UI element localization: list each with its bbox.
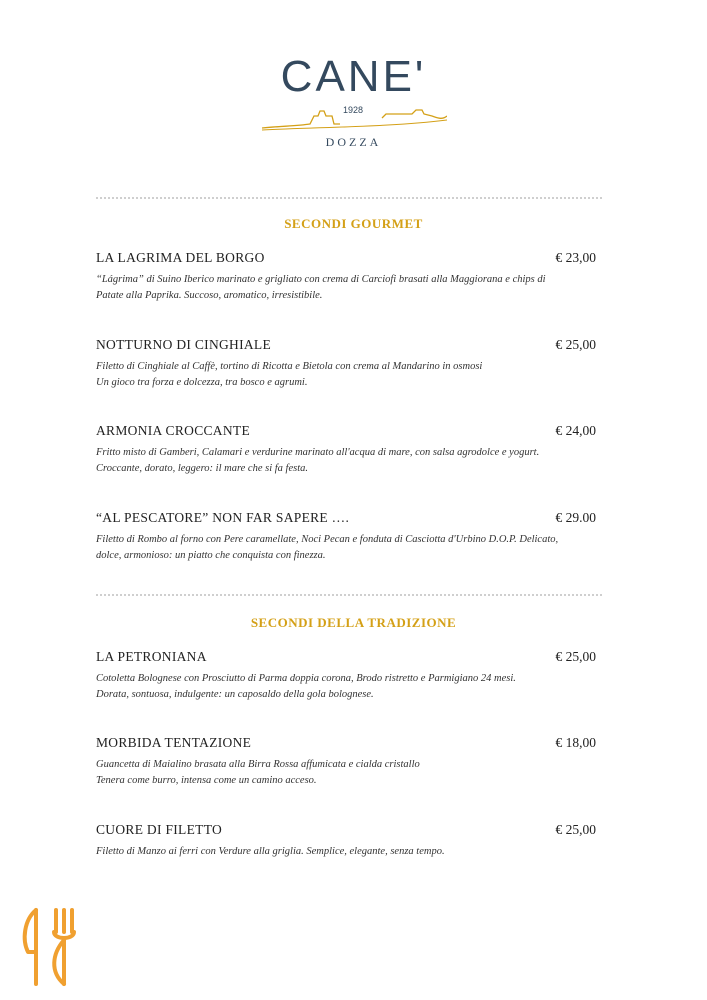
section-title-gourmet: SECONDI GOURMET [284,216,423,231]
cutlery-icon [18,906,88,988]
item-name: CUORE DI FILETTO [96,822,223,837]
item-description [96,757,602,789]
item-price: € 23,00 [555,250,596,265]
description-line: Cotoletta Bolognese con Prosciutto di Parma doppia corona, Brodo ristretto e Parmigiano 24 mesi. [96,673,516,684]
description-line: dolce, armonioso: un piatto che conquista con finezza. [96,550,326,561]
logo-wordmark: CANE' [280,52,427,101]
description-line: Croccante, dorato, leggero: il mare che si fa festa. [96,463,309,474]
divider [96,197,602,199]
item-name: “AL PESCATORE” NON FAR SAPERE …. [96,510,350,525]
description-line: “Lágrima” di Suino Iberico marinato e grigliato con crema di Carciofi brasati alla Maggiorana e chips di [96,274,546,285]
description-line: Filetto di Rombo al forno con Pere caramellate, Noci Pecan e fonduta di Casciotta d'Urbino D.O.P. Delicato, [96,534,559,545]
logo-town: DOZZA [325,135,382,149]
section-title-tradizione: SECONDI DELLA TRADIZIONE [250,615,457,630]
item-description [96,671,602,703]
item-price: € 25,00 [555,649,596,664]
item-price: € 25,00 [555,337,596,352]
description-line: Tenera come burro, intensa come un camino acceso. [96,775,317,786]
description-line: Dorata, sontuosa, indulgente: un caposaldo della gola bolognese. [96,689,374,700]
item-price: € 24,00 [555,423,596,438]
item-name: LA PETRONIANA [96,649,207,664]
item-description [96,532,602,564]
description-line: Patate alla Paprika. Succoso, aromatico, irresistibile. [96,290,323,301]
item-description [96,844,602,860]
divider [96,594,602,596]
item-name: LA LAGRIMA DEL BORGO [96,250,265,265]
item-price: € 29.00 [555,510,596,525]
description-line: Fritto misto di Gamberi, Calamari e verdurine marinato all'acqua di mare, con salsa agrodolce e yogurt. [96,447,540,458]
item-name: MORBIDA TENTAZIONE [96,735,252,750]
description-line: Filetto di Cinghiale al Caffè, tortino di Ricotta e Bietola con crema al Mandarino in osmosi [96,361,483,372]
item-price: € 18,00 [555,735,596,750]
description-line: Un gioco tra forza e dolcezza, tra bosco e agrumi. [96,377,308,388]
item-price: € 25,00 [555,822,596,837]
description-line: Guancetta di Maialino brasata alla Birra Rossa affumicata e cialda cristallo [96,759,420,770]
item-name: NOTTURNO DI CINGHIALE [96,337,272,352]
description-line: Filetto di Manzo ai ferri con Verdure alla griglia. Semplice, elegante, senza tempo. [96,846,445,857]
logo-year: 1928 [342,105,364,115]
item-description [96,359,602,391]
item-name: ARMONIA CROCCANTE [96,423,250,438]
item-description [96,445,602,477]
item-description [96,272,602,304]
